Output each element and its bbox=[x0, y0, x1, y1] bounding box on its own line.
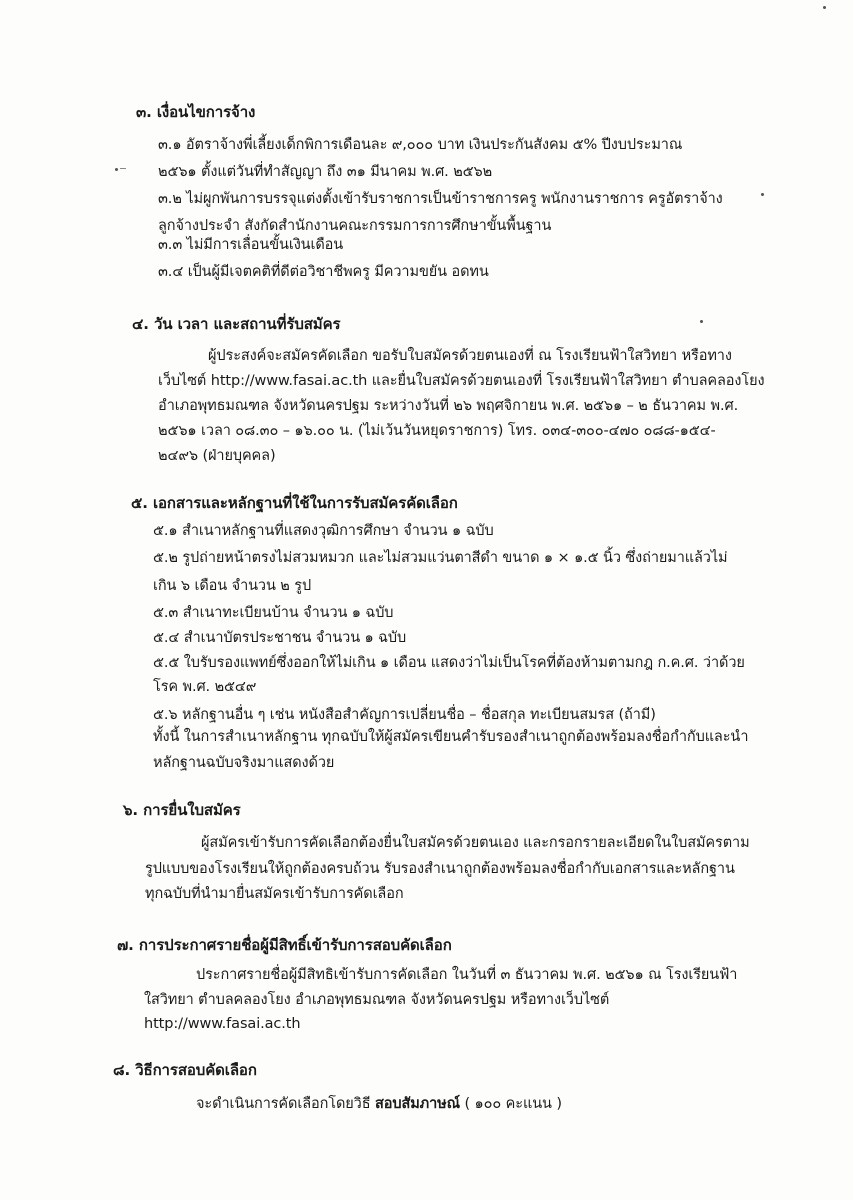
section-3-line-6: ๓.๔ เป็นผู้มีเจตคติที่ดีต่อวิชาชีพครู มีความขยัน อดทน bbox=[158, 264, 489, 280]
section-8-method-suffix: ( ๑๐๐ คะแนน ) bbox=[459, 1096, 562, 1112]
section-6-line-1: ผู้สมัครเข้ารับการคัดเลือกต้องยื่นใบสมัครด้วยตนเอง และกรอกรายละเอียดในใบสมัครตาม bbox=[201, 835, 750, 851]
section-5-line-5: ๕.๔ สำเนาบัตรประชาชน จำนวน ๑ ฉบับ bbox=[153, 630, 407, 646]
section-5-line-8: ๕.๖ หลักฐานอื่น ๆ เช่น หนังสือสำคัญการเปลี่ยนชื่อ – ชื่อสกุล ทะเบียนสมรส (ถ้ามี) bbox=[153, 707, 656, 723]
section-7-line-3: http://www.fasai.ac.th bbox=[144, 1016, 301, 1032]
section-8-line-1 bbox=[196, 1094, 562, 1114]
section-4-line-2: เว็บไซต์ http://www.fasai.ac.th และยื่นใบสมัครด้วยตนเองที่ โรงเรียนฟ้าใสวิทยา ตำบลคลองโยง bbox=[158, 373, 765, 389]
section-6-line-3: ทุกฉบับที่นำมายื่นสมัครเข้ารับการคัดเลือก bbox=[145, 886, 404, 902]
section-5-line-9: ทั้งนี้ ในการสำเนาหลักฐาน ทุกฉบับให้ผู้สมัครเขียนคำรับรองสำเนาถูกต้องพร้อมลงชื่อกำกับและนำ bbox=[153, 729, 749, 745]
section-8-method-bold: สอบสัมภาษณ์ bbox=[374, 1096, 460, 1112]
section-3-line-2: ๒๕๖๑ ตั้งแต่วันที่ทำสัญญา ถึง ๓๑ มีนาคม พ.ศ. ๒๕๖๒ bbox=[158, 164, 493, 180]
section-8-method-prefix: จะดำเนินการคัดเลือกโดยวิธี bbox=[196, 1096, 375, 1112]
section-4-line-5: ๒๔๙๖ (ฝ่ายบุคคล) bbox=[158, 448, 276, 464]
section-3-line-5: ๓.๓ ไม่มีการเลื่อนขั้นเงินเดือน bbox=[158, 237, 344, 253]
section-7-line-2: ใสวิทยา ตำบลคลองโยง อำเภอพุทธมณฑล จังหวัดนครปฐม หรือทางเว็บไซต์ bbox=[144, 992, 610, 1008]
scan-speck bbox=[700, 320, 703, 323]
section-4-heading: ๔. วัน เวลา และสถานที่รับสมัคร bbox=[132, 315, 341, 333]
scan-speck bbox=[761, 193, 764, 196]
section-4-line-3: อำเภอพุทธมณฑล จังหวัดนครปฐม ระหว่างวันที่ ๒๖ พฤศจิกายน พ.ศ. ๒๕๖๑ – ๒ ธันวาคม พ.ศ. bbox=[158, 398, 739, 414]
scan-speck bbox=[115, 168, 118, 171]
section-4-line-1: ผู้ประสงค์จะสมัครคัดเลือก ขอรับใบสมัครด้วยตนเองที่ ณ โรงเรียนฟ้าใสวิทยา หรือทาง bbox=[208, 348, 732, 364]
section-5-line-2: ๕.๒ รูปถ่ายหน้าตรงไม่สวมหมวก และไม่สวมแว่นตาสีดำ ขนาด ๑ × ๑.๕ นิ้ว ซึ่งถ่ายมาแล้วไม่ bbox=[153, 550, 728, 566]
section-4-line-4: ๒๕๖๑ เวลา ๐๘.๓๐ – ๑๖.๐๐ น. (ไม่เว้นวันหยุดราชการ) โทร. ๐๓๔-๓๐๐-๔๗๐ ๐๘๘-๑๕๔- bbox=[158, 423, 716, 439]
section-7-line-1: ประกาศรายชื่อผู้มีสิทธิเข้ารับการคัดเลือก ในวันที่ ๓ ธันวาคม พ.ศ. ๒๕๖๑ ณ โรงเรียนฟ้า bbox=[196, 967, 738, 983]
section-5-line-4: ๕.๓ สำเนาทะเบียนบ้าน จำนวน ๑ ฉบับ bbox=[153, 605, 394, 621]
section-6-line-2: รูปแบบของโรงเรียนให้ถูกต้องครบถ้วน รับรองสำเนาถูกต้องพร้อมลงชื่อกำกับเอกสารและหลักฐาน bbox=[145, 861, 735, 877]
section-5-heading: ๕. เอกสารและหลักฐานที่ใช้ในการรับสมัครคัดเลือก bbox=[131, 494, 458, 512]
section-3-line-3: ๓.๒ ไม่ผูกพันการบรรจุแต่งตั้งเข้ารับราชการเป็นข้าราชการครู พนักงานราชการ ครูอัตราจ้าง bbox=[158, 191, 723, 207]
scan-speck bbox=[823, 6, 826, 9]
scan-mark bbox=[120, 168, 126, 169]
section-3-line-4: ลูกจ้างประจำ สังกัดสำนักงานคณะกรรมการการศึกษาขั้นพื้นฐาน bbox=[158, 218, 552, 234]
section-6-heading: ๖. การยื่นใบสมัคร bbox=[123, 801, 241, 819]
section-5-line-3: เกิน ๖ เดือน จำนวน ๒ รูป bbox=[153, 578, 312, 594]
section-5-line-7: โรค พ.ศ. ๒๕๔๙ bbox=[153, 679, 257, 695]
section-5-line-10: หลักฐานฉบับจริงมาแสดงด้วย bbox=[153, 755, 335, 771]
section-5-line-1: ๕.๑ สำเนาหลักฐานที่แสดงวุฒิการศึกษา จำนวน ๑ ฉบับ bbox=[153, 523, 494, 539]
section-5-line-6: ๕.๕ ใบรับรองแพทย์ซึ่งออกให้ไม่เกิน ๑ เดือน แสดงว่าไม่เป็นโรคที่ต้องห้ามตามกฎ ก.ค.ศ. ว่าด้วย bbox=[153, 655, 745, 671]
section-3-heading: ๓. เงื่อนไขการจ้าง bbox=[136, 103, 256, 121]
section-8-heading: ๘. วิธีการสอบคัดเลือก bbox=[113, 1061, 257, 1079]
section-7-heading: ๗. การประกาศรายชื่อผู้มีสิทธิ์เข้ารับการสอบคัดเลือก bbox=[117, 936, 452, 954]
section-3-line-1: ๓.๑ อัตราจ้างพี่เลี้ยงเด็กพิการเดือนละ ๙,๐๐๐ บาท เงินประกันสังคม ๕% ปีงบประมาณ bbox=[158, 137, 683, 153]
